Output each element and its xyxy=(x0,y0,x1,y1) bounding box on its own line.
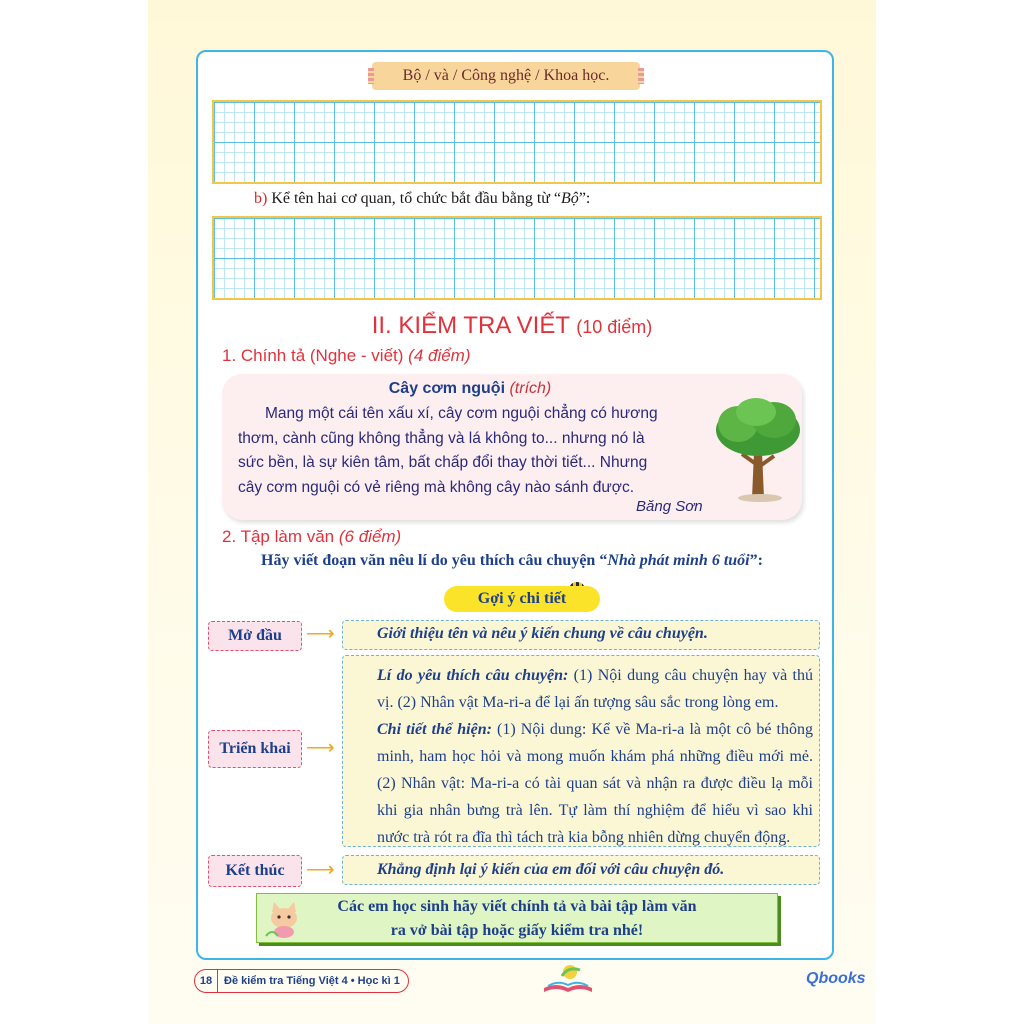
cat-icon xyxy=(262,898,306,938)
writing-grid-bottom[interactable] xyxy=(212,216,822,300)
prompt-story: Nhà phát minh 6 tuổi xyxy=(607,552,750,569)
body-detail-text: (1) Nội dung: Kể về Ma-ri-a là một cô bé thông minh, ham học hỏi và mong muốn khám phá những điều mới mẻ. (2) Nhân vật: Ma-ri-a có tài quan sát và nhận ra được điều lạ mỗi khi gia nhân bưng trà lên. Tự làm thí nghiệm để hiểu vì sao khi nước trà rót ra đĩa thì tách trà kia bỗng nhiên dừng chuyển động. xyxy=(377,721,813,846)
hint-title-badge: Gợi ý chi tiết xyxy=(444,586,600,612)
ending-content-box: Khẳng định lại ý kiến của em đối với câu chuyện đó. xyxy=(342,855,820,885)
writing-grid-top[interactable] xyxy=(212,100,822,184)
reminder-note xyxy=(256,893,778,943)
body-detail-title: Chi tiết thể hiện: xyxy=(377,721,492,738)
arrow-right-icon: ⟶ xyxy=(306,623,335,645)
passage-line: sức bền, là sự kiên tâm, bất chấp đổi thay thời tiết... Nhưng xyxy=(238,454,648,471)
prompt-end: ”: xyxy=(749,552,763,569)
label-ending: Kết thúc xyxy=(208,855,302,887)
body-detail xyxy=(349,716,813,851)
body-reason xyxy=(349,662,813,716)
footer-title: Đề kiểm tra Tiếng Việt 4 • Học kì 1 xyxy=(224,975,400,987)
composition-heading xyxy=(222,527,401,547)
passage-author: Băng Sơn xyxy=(636,498,703,515)
intro-content-box: Giới thiệu tên và nêu ý kiến chung về câu chuyện. xyxy=(342,620,820,650)
question-b xyxy=(254,190,590,208)
question-b-end: ”: xyxy=(578,190,591,207)
arrow-right-icon: ⟶ xyxy=(306,737,335,759)
section-points: (10 điểm) xyxy=(576,317,653,337)
answer-tag-banner: Bộ / và / Công nghệ / Khoa học. xyxy=(372,62,640,90)
passage-line: Mang một cái tên xấu xí, cây cơm nguội chẳng có hương xyxy=(265,405,658,422)
composition-heading-text: 2. Tập làm văn xyxy=(222,527,335,546)
reminder-line-2: ra vở bài tập hoặc giấy kiểm tra nhé! xyxy=(390,922,644,939)
section-title xyxy=(0,312,1024,340)
question-b-label: b) xyxy=(254,190,268,207)
book-logo-icon xyxy=(540,962,596,996)
footer-page-label xyxy=(194,969,409,993)
publisher-logo: Qbooks xyxy=(806,970,866,987)
passage-text xyxy=(238,402,710,500)
arrow-right-icon: ⟶ xyxy=(306,859,335,881)
body-reason-title: Lí do yêu thích câu chuyện: xyxy=(377,667,569,684)
question-b-text: Kể tên hai cơ quan, tổ chức bắt đầu bằng từ “ xyxy=(271,190,562,207)
composition-points: (6 điểm) xyxy=(338,527,402,546)
passage-title-note: (trích) xyxy=(509,380,552,397)
passage-title-text: Cây cơm nguội xyxy=(388,380,506,397)
dictation-heading-text: 1. Chính tả (Nghe - viết) xyxy=(222,346,404,365)
dictation-points: (4 điểm) xyxy=(408,346,471,365)
prompt-start: Hãy viết đoạn văn nêu lí do yêu thích câu chuyện “ xyxy=(261,552,608,569)
passage-line: thơm, cành cũng không thẳng và lá không to... nhưng nó là xyxy=(238,429,645,447)
body-reason-text: (1) Nội dung câu chuyện hay và thú vị. (2) Nhân vật Ma-ri-a để lại ấn tượng sâu sắc trong lòng em. xyxy=(377,667,814,711)
tree-illustration xyxy=(712,394,804,504)
question-b-word: Bộ xyxy=(561,190,579,207)
passage-title xyxy=(230,380,710,398)
dictation-heading xyxy=(222,346,471,366)
section-title-text: II. KIỂM TRA VIẾT xyxy=(371,312,570,339)
composition-prompt xyxy=(0,552,1024,570)
passage-line: cây cơm nguội có vẻ riêng mà không cây nào sánh được. xyxy=(238,478,635,496)
label-intro: Mở đầu xyxy=(208,621,302,651)
label-body: Triển khai xyxy=(208,730,302,768)
reminder-line-1: Các em học sinh hãy viết chính tả và bài tập làm văn xyxy=(337,898,697,915)
page-number: 18 xyxy=(195,970,218,992)
body-content-box xyxy=(342,655,820,847)
